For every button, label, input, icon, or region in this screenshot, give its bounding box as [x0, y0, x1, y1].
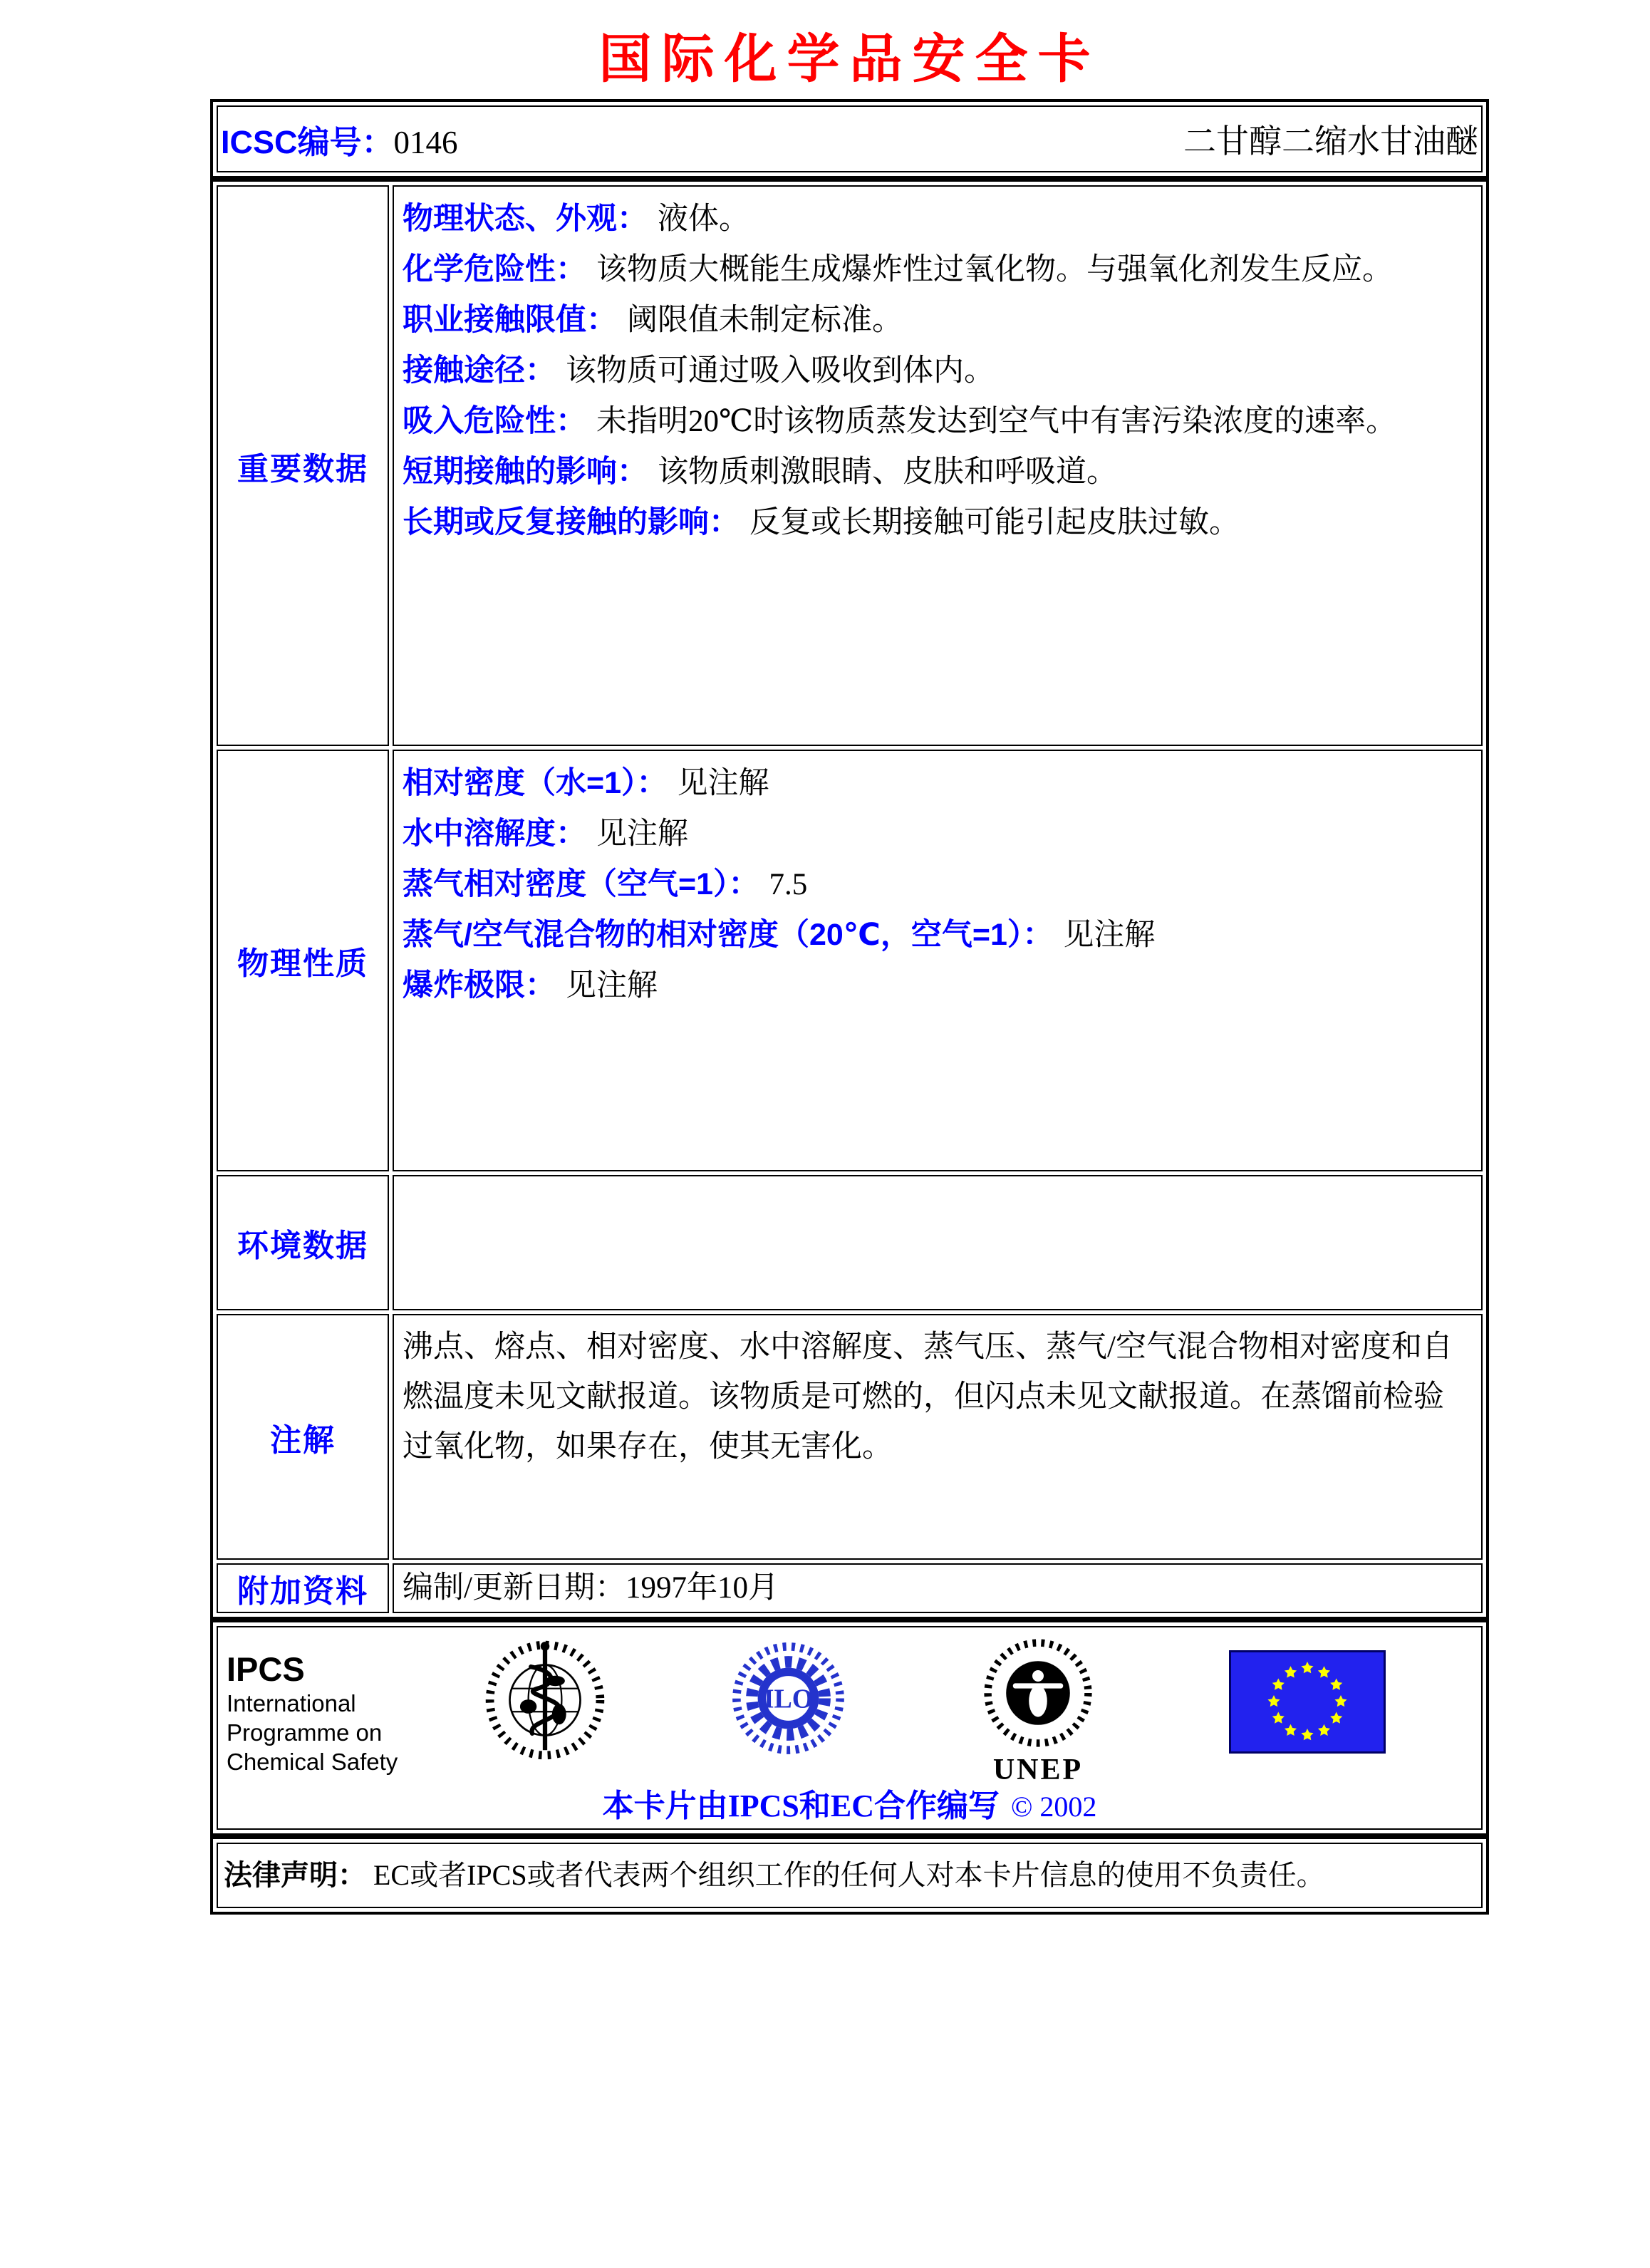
unep-logo-icon	[981, 1636, 1095, 1786]
icsc-number-field	[221, 116, 458, 162]
section-label-physical-properties: 物理性质	[217, 750, 389, 1171]
logos-table	[210, 1620, 1489, 1836]
field-label: 相对密度（水=1）：	[403, 766, 668, 801]
notes-content: 沸点、熔点、相对密度、水中溶解度、蒸气压、蒸气/空气混合物相对密度和自燃温度未见文献报道。该物质是可燃的，但闪点未见文献报道。在蒸馏前检验过氧化物，如果存在，使其无害化。	[393, 1314, 1483, 1560]
copyright-text: © 2002	[1010, 1791, 1097, 1823]
field-value: 阈限值未制定标准。	[627, 304, 903, 338]
ipcs-line: Programme on	[227, 1719, 383, 1746]
legal-label: 法律声明：	[224, 1860, 366, 1892]
field-value: 未指明20℃时该物质蒸发达到空气中有害污染浓度的速率。	[596, 405, 1397, 439]
field-label: 短期接触的影响：	[403, 455, 648, 490]
logos-row	[217, 1626, 1483, 1830]
field-label: 职业接触限值：	[403, 303, 617, 338]
physical-properties-content	[393, 750, 1483, 1171]
cooperation-caption	[218, 1780, 1481, 1826]
field-value: 见注解	[596, 817, 688, 851]
field-label: 长期或反复接触的影响：	[403, 505, 740, 540]
field-physical-state	[403, 194, 1474, 244]
field-label: 化学危险性：	[403, 252, 586, 287]
field-value: 该物质可通过吸入吸收到体内。	[566, 354, 995, 388]
field-value: 该物质大概能生成爆炸性过氧化物。与强氧化剂发生反应。	[596, 253, 1393, 287]
row-important-data	[217, 185, 1483, 746]
section-label-notes: 注解	[217, 1314, 389, 1560]
legal-table	[210, 1836, 1489, 1915]
field-label: 爆炸极限：	[403, 968, 556, 1003]
field-explosive-limits	[403, 960, 1474, 1011]
field-label: 蒸气/空气混合物的相对密度（20℃，空气=1）：	[403, 918, 1054, 953]
field-long-term-effects	[403, 497, 1474, 548]
environmental-data-content	[393, 1175, 1483, 1310]
chemical-name: 二甘醇二缩水甘油醚	[1183, 123, 1478, 160]
row-environmental-data	[217, 1175, 1483, 1310]
unep-wordmark: UNEP	[992, 1754, 1084, 1787]
caption-text: 本卡片由IPCS和EC合作编写	[602, 1788, 1000, 1824]
field-value: 见注解	[566, 969, 658, 1003]
ilo-logo-icon	[730, 1640, 847, 1761]
field-chemical-danger	[403, 244, 1474, 295]
field-inhalation-risk	[403, 396, 1474, 447]
data-table	[210, 179, 1489, 1620]
ipcs-line: International	[227, 1690, 356, 1717]
row-physical-properties	[217, 750, 1483, 1171]
ilo-monogram: ILO	[763, 1684, 814, 1715]
icsc-document	[210, 0, 1489, 1915]
legal-text: EC或者IPCS或者代表两个组织工作的任何人对本卡片信息的使用不负责任。	[373, 1859, 1325, 1892]
ipcs-line: Chemical Safety	[227, 1749, 398, 1776]
field-water-solubility	[403, 809, 1474, 859]
eu-flag-icon	[1229, 1650, 1386, 1757]
field-label: 接触途径：	[403, 353, 556, 388]
icsc-number-label: ICSC编号：	[221, 123, 394, 160]
section-label-important-data: 重要数据	[217, 185, 389, 746]
row-notes	[217, 1314, 1483, 1560]
field-occupational-limit	[403, 295, 1474, 346]
ipcs-text-block	[222, 1632, 437, 1776]
field-value: 7.5	[769, 868, 808, 902]
field-value: 见注解	[1063, 918, 1156, 953]
field-vapor-density	[403, 859, 1474, 910]
field-label: 吸入危险性：	[403, 404, 586, 439]
field-value: 液体。	[658, 202, 749, 237]
field-value: 见注解	[677, 767, 769, 801]
page-title: 国际化学品安全卡	[598, 31, 1101, 89]
header-row	[217, 105, 1483, 172]
field-relative-density	[403, 758, 1474, 809]
field-vapor-air-density	[403, 910, 1474, 960]
important-data-content	[393, 185, 1483, 746]
field-short-term-effects	[403, 447, 1474, 497]
icsc-number-value: 0146	[393, 124, 458, 160]
logo-strip	[222, 1632, 1481, 1786]
section-label-environmental-data: 环境数据	[217, 1175, 389, 1310]
field-value: 反复或长期接触可能引起皮肤过敏。	[749, 506, 1240, 540]
additional-info-content: 编制/更新日期：1997年10月	[393, 1563, 1483, 1613]
field-value: 该物质刺激眼睛、皮肤和呼吸道。	[658, 455, 1117, 490]
section-label-additional-info: 附加资料	[217, 1563, 389, 1613]
field-label: 蒸气相对密度（空气=1）：	[403, 867, 759, 902]
row-additional-info	[217, 1563, 1483, 1613]
who-logo-icon	[481, 1636, 609, 1768]
field-label: 水中溶解度：	[403, 817, 586, 851]
ipcs-acronym: IPCS	[227, 1650, 305, 1689]
field-exposure-route	[403, 346, 1474, 396]
header-table	[210, 99, 1489, 179]
legal-row	[217, 1843, 1483, 1908]
field-label: 物理状态、外观：	[403, 202, 648, 237]
